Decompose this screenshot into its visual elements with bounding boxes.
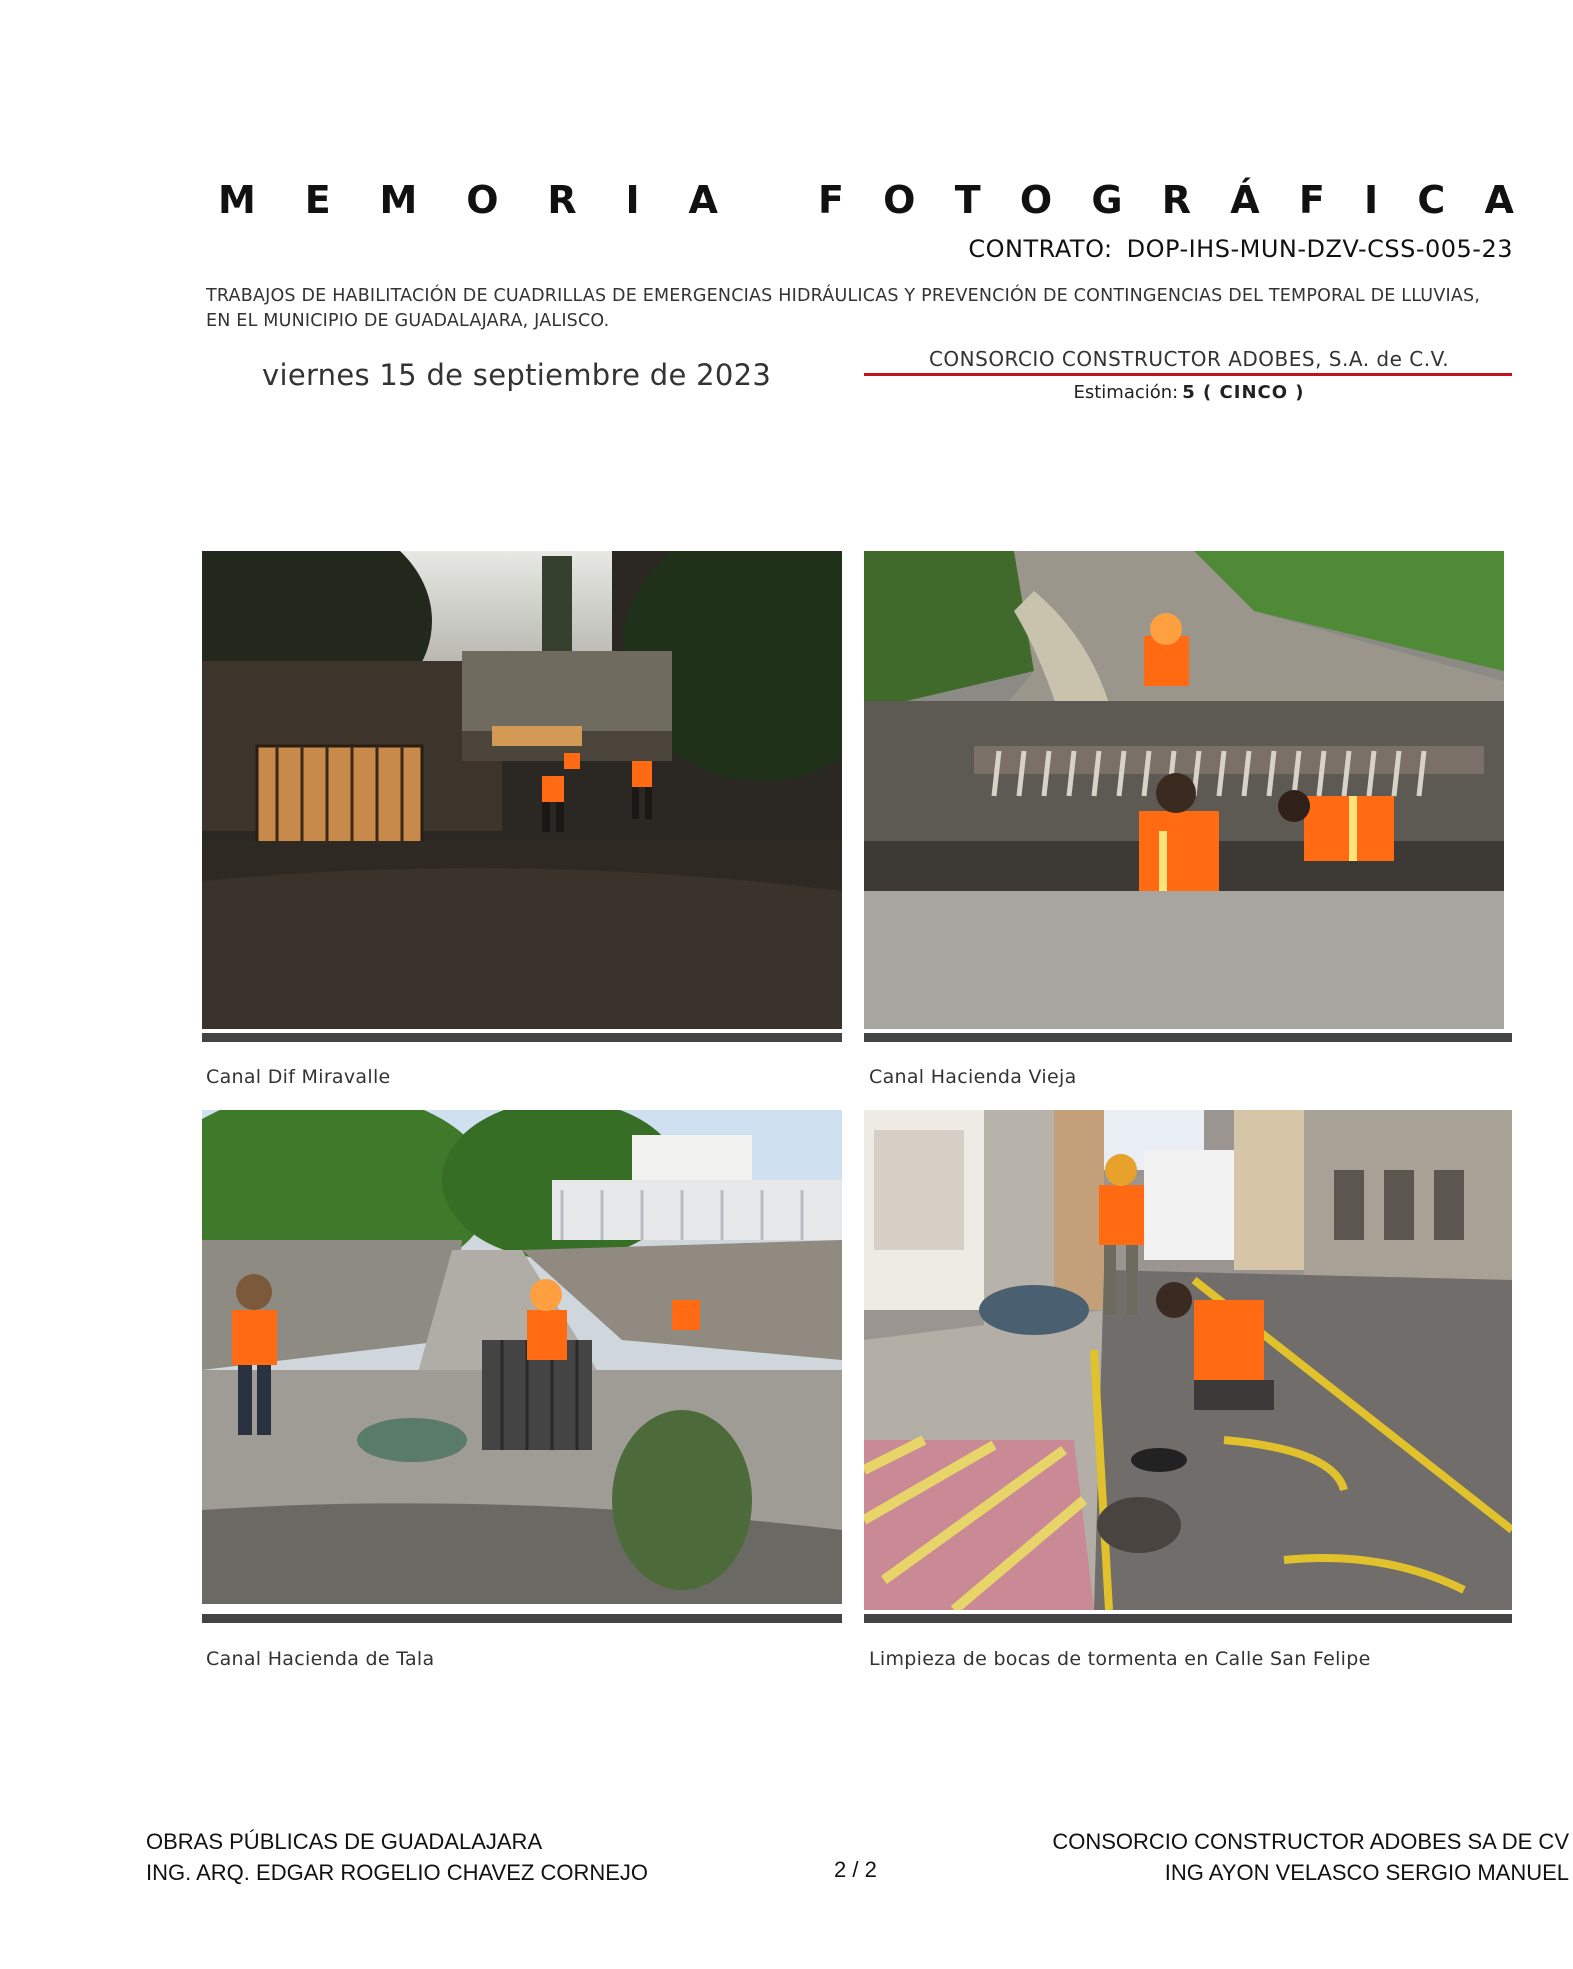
footer-right [1052,1826,1569,1888]
page-title [218,178,1514,222]
contract-label: CONTRATO: [968,235,1113,263]
estimation-value: 5 ( CINCO ) [1182,382,1305,403]
estimation-label: Estimación: [1073,382,1179,403]
photo-caption: Canal Hacienda de Tala [206,1648,435,1670]
footer-left-line-2: ING. ARQ. EDGAR ROGELIO CHAVEZ CORNEJO [146,1860,649,1885]
footer-right-line-1: CONSORCIO CONSTRUCTOR ADOBES SA DE CV [1052,1829,1569,1854]
report-date: viernes 15 de septiembre de 2023 [262,358,772,392]
photo-caption: Canal Dif Miravalle [206,1066,391,1088]
estimation [866,382,1512,403]
title-word-2: F O T O G R Á F I C A [818,178,1514,222]
title-word-1: M E M O R I A [218,178,718,222]
photo-canal-hacienda-de-tala [202,1110,842,1604]
photo-divider-bar [202,1033,842,1042]
photo-canal-dif-miravalle [202,551,842,1029]
works-description [206,284,1514,334]
photo-caption: Limpieza de bocas de tormenta en Calle San Felipe [869,1648,1371,1670]
company-underline [864,373,1512,376]
photo-canal-hacienda-vieja [864,551,1504,1029]
page-number: 2 / 2 [834,1857,877,1882]
photo-divider-bar [864,1614,1512,1623]
photo-divider-bar [202,1614,842,1623]
footer-right-line-2: ING AYON VELASCO SERGIO MANUEL [1164,1860,1569,1885]
works-line-1: TRABAJOS DE HABILITACIÓN DE CUADRILLAS DE EMERGENCIAS HIDRÁULICAS Y PREVENCIÓN DE CONTINGENCIAS DEL TEMPORAL DE LLUVIAS, [206,286,1481,306]
works-line-2: EN EL MUNICIPIO DE GUADALAJARA, JALISCO. [206,311,610,331]
photo-divider-bar [864,1033,1512,1042]
footer-left-line-1: OBRAS PÚBLICAS DE GUADALAJARA [146,1829,543,1854]
contract-line [968,235,1513,263]
footer-left [146,1826,648,1888]
photo-caption: Canal Hacienda Vieja [869,1066,1077,1088]
contract-number: DOP-IHS-MUN-DZV-CSS-005-23 [1126,235,1513,263]
company-name: CONSORCIO CONSTRUCTOR ADOBES, S.A. de C.V. [928,347,1450,371]
photo-calle-san-felipe [864,1110,1512,1610]
